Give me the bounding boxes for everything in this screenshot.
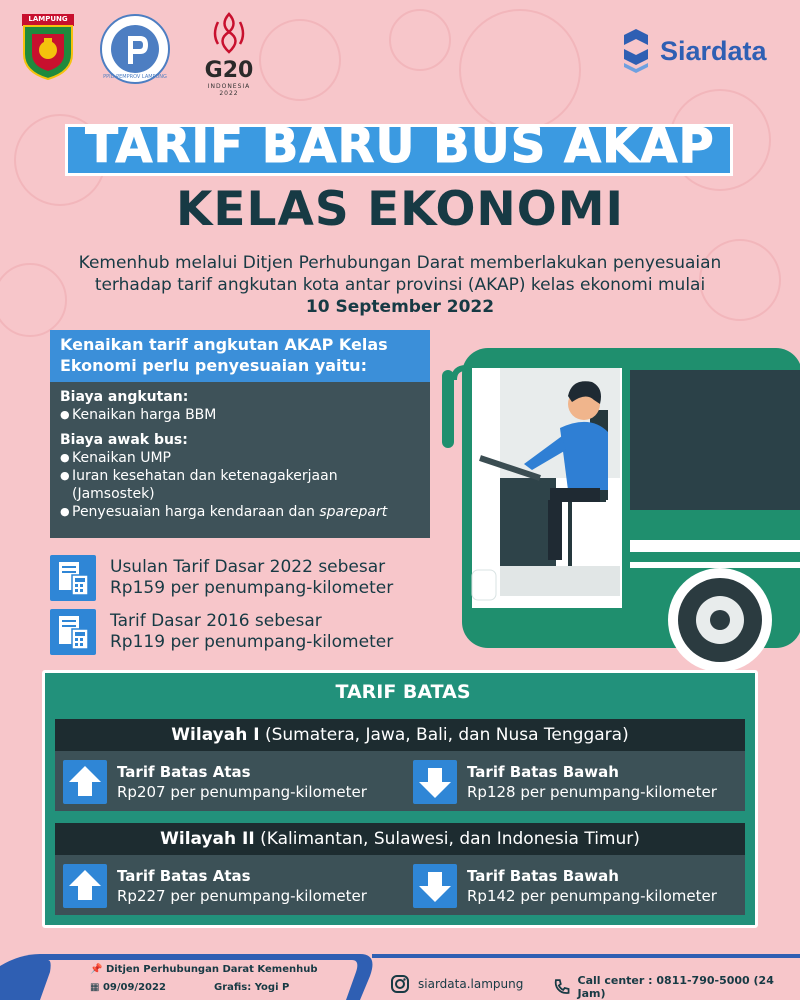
siardata-brand-text: Siardata (660, 35, 767, 66)
tarif-dasar-2016-text (110, 611, 393, 653)
intro-text (40, 252, 760, 318)
tarif-dasar-2022-text (110, 557, 393, 599)
tarif-batas-atas-text (117, 866, 367, 906)
page-title-line1: TARIF BARU BUS AKAP (85, 118, 715, 174)
call-center-text: Call center : 0811-790-5000 (24 Jam) (577, 974, 774, 1000)
calendar-icon: ▦ (90, 982, 100, 993)
reasons-heading-line1: Kenaikan tarif angkutan AKAP Kelas (60, 335, 388, 354)
wilayah-region: (Sumatera, Jawa, Bali, dan Nusa Tenggara) (259, 725, 629, 745)
list-item-italic: sparepart (319, 504, 388, 520)
wilayah-1-body (55, 751, 745, 811)
instagram-icon (390, 974, 410, 994)
tarif-label: Tarif Batas Bawah (467, 763, 619, 781)
siardata-logo-icon (620, 27, 652, 75)
arrow-up-icon (63, 760, 107, 804)
tarif-label: Tarif Batas Atas (117, 763, 251, 781)
intro-line1: Kemenhub melalui Ditjen Perhubungan Darat memberlakukan penyesuaian (78, 253, 722, 273)
list-item-line1: ● Iuran kesehatan dan ketenagakerjaan (72, 468, 338, 484)
reasons-heading (50, 330, 430, 382)
list-item-line2: (Jamsostek) (72, 486, 155, 502)
intro-line2: terhadap tarif angkutan kota antar provinsi (AKAP) kelas ekonomi mulai (94, 275, 706, 295)
footer-date (90, 982, 166, 993)
tarif-batas-atas-item (63, 759, 367, 805)
tarif-dasar-line1: Usulan Tarif Dasar 2022 sebesar (110, 557, 386, 577)
footer-call-center[interactable] (552, 974, 800, 1000)
ppid-logo-text: PPID PEMPROV LAMPUNG (103, 74, 167, 80)
tarif-dasar-2016-row (50, 608, 450, 656)
footer-source-text: Ditjen Perhubungan Darat Kemenhub (105, 964, 318, 975)
tarif-batas-atas-item (63, 863, 367, 909)
tarif-dasar-line2: Rp159 per penumpang-kilometer (110, 578, 394, 598)
document-calculator-icon (50, 609, 96, 655)
instagram-handle: siardata.lampung (418, 977, 524, 991)
tarif-dasar-line2: Rp119 per penumpang-kilometer (110, 632, 394, 652)
tarif-value: Rp227 per penumpang-kilometer (117, 887, 367, 905)
tarif-label: Tarif Batas Atas (117, 867, 251, 885)
reasons-section-angkutan: Biaya angkutan: (60, 389, 189, 405)
tarif-dasar-2022-row (50, 554, 450, 602)
reasons-section-awak: Biaya awak bus: (60, 432, 188, 448)
arrow-up-icon (63, 864, 107, 908)
wilayah-2-body (55, 855, 745, 915)
footer-instagram[interactable] (390, 974, 523, 994)
g20-subtext: INDONESIA 2022 (207, 83, 251, 97)
lampung-logo-text: LAMPUNG (28, 15, 68, 23)
g20-text: G20 (204, 58, 254, 83)
document-calculator-icon (50, 555, 96, 601)
list-item (60, 467, 420, 503)
tarif-label: Tarif Batas Bawah (467, 867, 619, 885)
wilayah-name: Wilayah II (160, 829, 255, 849)
pin-icon: 📌 (90, 964, 103, 975)
list-item-text: Penyesuaian harga kendaraan dan (72, 504, 320, 520)
phone-icon (552, 977, 572, 997)
reasons-heading-line2: Ekonomi perlu penyesuaian yaitu: (60, 356, 367, 375)
tarif-batas-bawah-text (467, 866, 717, 906)
arrow-down-icon (413, 864, 457, 908)
tarif-value: Rp207 per penumpang-kilometer (117, 783, 367, 801)
wilayah-region: (Kalimantan, Sulawesi, dan Indonesia Timur) (254, 829, 640, 849)
tarif-batas-atas-text (117, 762, 367, 802)
tarif-batas-title: TARIF BATAS (335, 681, 471, 703)
tarif-value: Rp128 per penumpang-kilometer (467, 783, 717, 801)
wilayah-name: Wilayah I (171, 725, 260, 745)
list-item: ● Kenaikan UMP (60, 449, 420, 467)
intro-date: 10 September 2022 (305, 297, 495, 317)
footer-date-text: 09/09/2022 (102, 982, 166, 993)
list-item (60, 503, 420, 521)
list-item: ● Kenaikan harga BBM (60, 406, 420, 424)
tarif-dasar-line1: Tarif Dasar 2016 sebesar (110, 611, 322, 631)
tarif-batas-bawah-text (467, 762, 717, 802)
arrow-down-icon (413, 760, 457, 804)
tarif-batas-bawah-item (413, 863, 717, 909)
footer-source (90, 964, 318, 975)
page-title-line2: KELAS EKONOMI (176, 182, 624, 237)
lampung-crest-logo (22, 14, 74, 80)
tarif-batas-bawah-item (413, 759, 717, 805)
wilayah-2-heading (55, 823, 745, 855)
bus-driver-illustration (440, 340, 800, 670)
siardata-brand (620, 26, 767, 76)
tarif-value: Rp142 per penumpang-kilometer (467, 887, 717, 905)
footer-grafis: Grafis: Yogi P (214, 982, 290, 993)
tarif-batas-panel (42, 670, 758, 928)
wilayah-1-heading (55, 719, 745, 751)
reasons-list (50, 382, 430, 538)
